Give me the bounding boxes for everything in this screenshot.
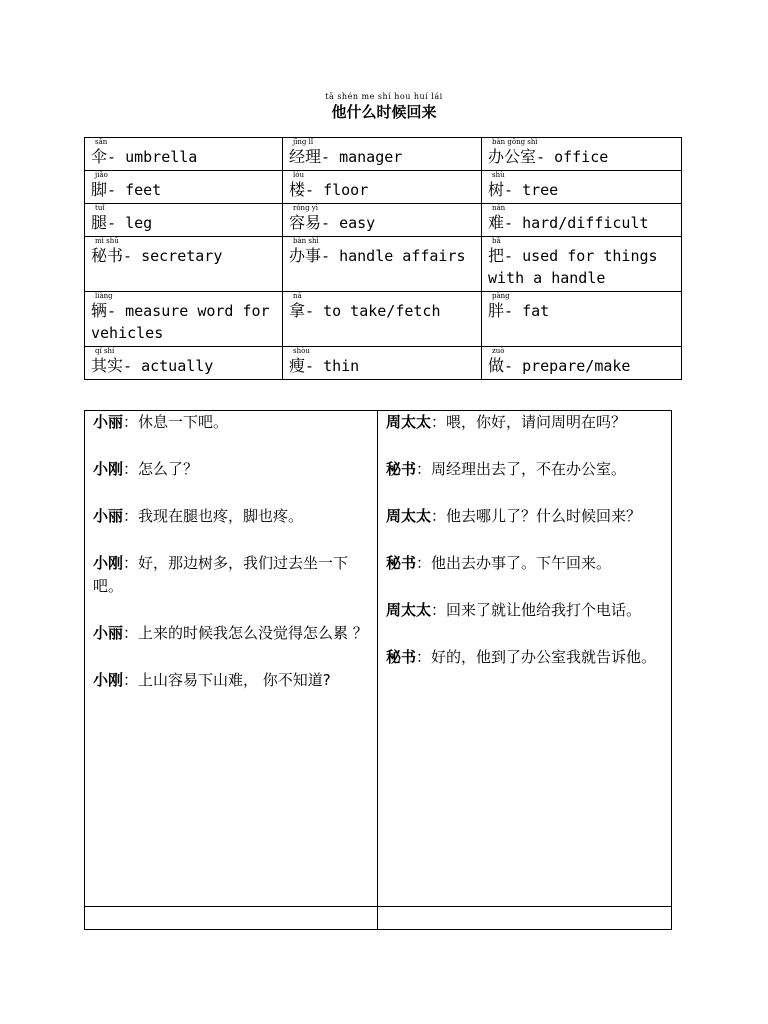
vocab-english: leg [125, 214, 153, 232]
vocab-hanzi: 腿 [91, 213, 108, 232]
vocab-row [85, 237, 682, 292]
vocab-english: measure word for vehicles [91, 302, 270, 342]
dialogue-text: 周经理出去了，不在办公室。 [431, 460, 627, 478]
vocab-separator: - [305, 302, 324, 320]
speaker-name: 小刚 [93, 460, 124, 478]
dialogue-right-column [378, 411, 672, 907]
vocab-english: fat [522, 302, 550, 320]
pinyin-annotation: liàng [95, 292, 113, 300]
vocab-cell [283, 138, 482, 171]
speaker-colon: ： [123, 671, 139, 689]
vocab-cell [85, 204, 283, 237]
vocab-hanzi: 办公室 [488, 147, 537, 166]
dialogue-text: 喂，你好，请问周明在吗？ [446, 413, 627, 431]
vocab-cell [482, 138, 682, 171]
pinyin-annotation: ná [293, 292, 302, 300]
dialogue-line [93, 458, 369, 481]
speaker-colon: ： [416, 554, 432, 572]
pinyin-annotation: shù [492, 171, 505, 179]
vocab-separator: - [305, 181, 324, 199]
vocab-cell [283, 204, 482, 237]
speaker-colon: ： [431, 413, 447, 431]
vocab-cell [85, 138, 283, 171]
dialogue-line [386, 599, 663, 622]
dialogue-text: 上山容易下山难， 你不知道? [138, 671, 331, 689]
vocab-hanzi: 办事 [289, 246, 322, 265]
vocab-separator: - [123, 247, 142, 265]
pinyin-annotation: qí shí [95, 347, 115, 355]
vocab-separator: - [504, 214, 523, 232]
vocab-english: actually [141, 357, 214, 375]
title-text: 他什么时候回来 [331, 103, 437, 121]
speaker-colon: ： [123, 507, 139, 525]
vocab-cell [283, 171, 482, 204]
vocab-cell [283, 292, 482, 347]
vocab-cell [482, 171, 682, 204]
vocab-cell [85, 347, 283, 380]
vocab-row [85, 138, 682, 171]
dialogue-text: 上来的时候我怎么没觉得怎么累 ？ [138, 624, 368, 642]
vocab-hanzi: 经理 [289, 147, 322, 166]
speaker-name: 小刚 [93, 671, 124, 689]
vocab-english: to take/fetch [323, 302, 441, 320]
pinyin-annotation: pàng [492, 292, 510, 300]
dialogue-text: 回来了就让他给我打个电话。 [446, 601, 642, 619]
dialogue-line [386, 552, 663, 575]
vocab-cell [85, 292, 283, 347]
vocab-separator: - [107, 302, 126, 320]
dialogue-line [386, 411, 663, 434]
vocab-cell [482, 347, 682, 380]
vocab-english: tree [522, 181, 559, 199]
speaker-colon: ： [431, 601, 447, 619]
dialogue-row [85, 411, 672, 907]
pinyin-annotation: zuò [492, 347, 505, 355]
vocab-english: prepare/make [522, 357, 631, 375]
vocab-cell [482, 237, 682, 292]
vocab-separator: - [504, 247, 523, 265]
dialogue-line [93, 669, 369, 692]
dialogue-text: 休息一下吧。 [138, 413, 229, 431]
speaker-colon: ： [416, 648, 432, 666]
vocab-cell [85, 237, 283, 292]
vocab-english: feet [125, 181, 162, 199]
speaker-name: 周太太 [386, 413, 432, 431]
vocab-separator: - [321, 148, 340, 166]
vocab-cell [482, 292, 682, 347]
speaker-name: 小丽 [93, 624, 124, 642]
vocab-hanzi: 辆 [91, 301, 108, 320]
dialogue-line [386, 505, 663, 528]
vocab-english: floor [323, 181, 369, 199]
vocab-separator: - [321, 214, 340, 232]
vocabulary-body [85, 138, 682, 380]
pinyin-annotation: shòu [293, 347, 310, 355]
vocab-row [85, 204, 682, 237]
speaker-colon: ： [123, 554, 139, 572]
vocab-english: secretary [141, 247, 223, 265]
vocab-cell [482, 204, 682, 237]
vocab-row [85, 292, 682, 347]
vocab-hanzi: 拿 [289, 301, 306, 320]
vocab-separator: - [504, 181, 523, 199]
vocab-hanzi: 伞 [91, 147, 108, 166]
speaker-name: 周太太 [386, 507, 432, 525]
dialogue-text: 好的，他到了办公室我就告诉他。 [431, 648, 657, 666]
speaker-name: 小刚 [93, 554, 124, 572]
dialogue-text: 我现在腿也疼，脚也疼。 [138, 507, 304, 525]
vocab-hanzi: 其实 [91, 356, 124, 375]
vocab-hanzi: 容易 [289, 213, 322, 232]
vocab-hanzi: 把 [488, 246, 505, 265]
vocab-hanzi: 楼 [289, 180, 306, 199]
dialogue-left-column [85, 411, 378, 907]
vocab-english: office [554, 148, 609, 166]
dialogue-text: 好，那边树多，我们过去坐一下吧。 [93, 554, 349, 595]
vocab-hanzi: 脚 [91, 180, 108, 199]
vocab-hanzi: 树 [488, 180, 505, 199]
lesson-title [0, 92, 768, 122]
pinyin-annotation: tuǐ [95, 204, 105, 212]
dialogue-line [93, 552, 369, 598]
speaker-colon: ： [416, 460, 432, 478]
pinyin-annotation: bàn shì [293, 237, 319, 245]
vocab-hanzi: 难 [488, 213, 505, 232]
speaker-colon: ： [123, 413, 139, 431]
pinyin-annotation: jīng lǐ [293, 138, 314, 146]
dialogue-table [84, 410, 672, 930]
dialogue-text: 他去哪儿了？什么时候回来？ [446, 507, 642, 525]
vocab-english: hard/difficult [522, 214, 649, 232]
vocab-hanzi: 秘书 [91, 246, 124, 265]
dialogue-line [386, 458, 663, 481]
vocab-separator: - [321, 247, 340, 265]
pinyin-annotation: lóu [293, 171, 304, 179]
vocab-cell [283, 237, 482, 292]
vocab-english: manager [339, 148, 403, 166]
title-pinyin: tā shén me shí hou huí lái [325, 92, 443, 101]
speaker-name: 秘书 [386, 648, 417, 666]
vocab-hanzi: 瘦 [289, 356, 306, 375]
speaker-name: 周太太 [386, 601, 432, 619]
speaker-colon: ： [123, 624, 139, 642]
vocab-separator: - [504, 302, 523, 320]
pinyin-annotation: sǎn [95, 138, 108, 146]
vocab-english: umbrella [125, 148, 198, 166]
vocab-row [85, 171, 682, 204]
speaker-name: 秘书 [386, 460, 417, 478]
pinyin-annotation: róng yì [293, 204, 318, 212]
pinyin-annotation: mì shū [95, 237, 119, 245]
vocab-separator: - [305, 357, 324, 375]
speaker-colon: ： [123, 460, 139, 478]
dialogue-text: 怎么了？ [138, 460, 199, 478]
speaker-name: 小丽 [93, 507, 124, 525]
vocab-english: thin [323, 357, 360, 375]
vocab-english: used for things with a handle [488, 247, 658, 287]
dialogue-line [93, 411, 369, 434]
pinyin-annotation: bǎ [492, 237, 501, 245]
dialogue-text: 他出去办事了。下午回来。 [431, 554, 612, 572]
pinyin-annotation: nán [492, 204, 506, 212]
vocab-english: easy [339, 214, 376, 232]
pinyin-annotation: bàn gōng shì [492, 138, 538, 146]
pinyin-annotation: jiǎo [95, 171, 108, 179]
vocab-separator: - [504, 357, 523, 375]
dialogue-line [93, 505, 369, 528]
vocab-separator: - [107, 214, 126, 232]
dialogue-line [386, 646, 663, 669]
vocab-hanzi: 胖 [488, 301, 505, 320]
speaker-name: 小丽 [93, 413, 124, 431]
vocabulary-table [84, 137, 682, 380]
vocab-cell [283, 347, 482, 380]
empty-row [85, 907, 672, 930]
speaker-colon: ： [431, 507, 447, 525]
vocab-separator: - [123, 357, 142, 375]
speaker-name: 秘书 [386, 554, 417, 572]
vocab-hanzi: 做 [488, 356, 505, 375]
empty-cell-left [85, 907, 378, 930]
vocab-row [85, 347, 682, 380]
empty-cell-right [378, 907, 672, 930]
vocab-separator: - [107, 181, 126, 199]
vocab-english: handle affairs [339, 247, 466, 265]
vocab-cell [85, 171, 283, 204]
dialogue-line [93, 622, 369, 645]
vocab-separator: - [536, 148, 555, 166]
vocab-separator: - [107, 148, 126, 166]
